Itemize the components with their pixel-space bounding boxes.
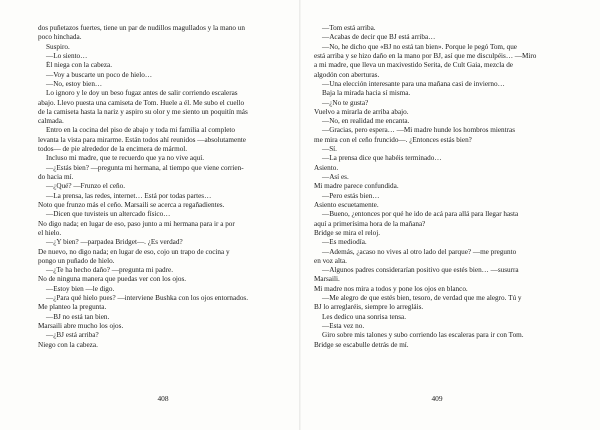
text-line: —Bueno, ¿entonces por qué he ido de acá para allá para llegar hasta [322,210,519,219]
text-line: el hielo. [38,228,62,237]
text-line: BJ lo arreglaréis, siempre lo arregláis. [314,303,424,312]
text-line: todos— de pie alrededor de la encimera de mármol. [38,145,188,154]
text-line: De nuevo, no digo nada; en lugar de eso, cojo un trapo de cocina y [38,247,230,256]
right-page [300,0,600,430]
text-line: No digo nada; en lugar de eso, paso junto a mi hermana para ir a por [38,219,235,228]
text-line: a mi madre, que lleva un maxivestido Serita, de Cult Gaia, mezcla de [314,61,513,70]
text-line: Incluso mi madre, que te recuerdo que ya no vive aquí. [46,154,205,163]
text-line: Baja la mirada hacia sí misma. [322,89,411,98]
text-line: pongo un puñado de hielo. [38,256,115,265]
text-line: Me planteo la pregunta. [38,303,107,312]
text-line: —Algunos padres considerarían positivo que estés bien… —susurra [322,266,519,275]
text-line: —¿No te gusta? [322,98,369,107]
text-line: —Me alegro de que estés bien, tesoro, de verdad que me alegro. Tú y [322,294,522,303]
text-line: —La prensa, las redes, internet… Está por todas partes… [46,191,212,200]
text-line: —Lo siento… [46,51,88,60]
text-line: —¿Qué? —Frunzo el ceño. [46,182,126,191]
text-line: Marsaili abre mucho los ojos. [38,322,124,330]
text-line: —¿Y bien? —parpadea Bridget—. ¿Es verdad? [46,238,183,247]
text-line: —No, he dicho que «BJ no está tan bien». Porque le pegó Tom, que [322,42,517,51]
text-line: —Es mediodía. [322,238,367,247]
text-line: Vuelvo a mirarla de arriba abajo. [314,107,409,116]
text-line: —Así es. [322,173,349,181]
text-line: —Voy a buscarte un poco de hielo… [46,70,153,79]
text-line: do hacia mí. [38,173,74,181]
text-line: —¿Estás bien? —pregunta mi hermana, al tiempo que viene corrien- [46,163,244,172]
text-line: me mira con el ceño fruncido—. ¿Entonces estás bien? [314,135,472,144]
text-line: Mi madre nos mira a todos y pone los ojos en blanco. [314,284,468,293]
text-line: Bridge se escabulle detrás de mí. [314,340,409,349]
text-line: —Tom está arriba. [322,24,376,32]
text-line: —BJ no está tan bien. [46,312,110,321]
text-line: —Además, ¿acaso no vives al otro lado del parque? —me pregunto [322,247,517,256]
text-line: aquí a primerísima hora de la mañana? [314,219,426,228]
text-line: de la camiseta hasta la nariz y aspiro su olor y me siento un poquitín más [38,107,248,116]
text-line: —La prensa dice que habéis terminado… [322,154,442,163]
text-line: —No, en realidad me encanta. [322,117,410,126]
text-line: algodón con aberturas. [314,70,380,79]
text-line: en voz alta. [314,256,347,265]
right-page-text [314,24,562,350]
text-line: está arriba y se hizo daño en la mano por BJ, así que me disculpéis… —Miro [314,51,537,60]
text-line: poco hinchada. [38,33,82,42]
text-line: Él niega con la cabeza. [46,61,113,70]
text-line: —Gracias, pero espera… —Mi madre hunde los hombros mientras [322,126,516,135]
text-line: —¿Te ha hecho daño? —pregunta mi padre. [46,266,174,275]
text-line: Bridge se mira el reloj. [314,228,381,237]
text-line: levanta la vista para mirarme. Están todos ahí reunidos —absolutamente [38,135,246,144]
page-number: 409 [431,394,443,403]
text-line: —Estoy bien —le digo. [46,284,115,293]
text-line: Lo ignoro y le doy un beso fugaz antes de salir corriendo escaleras [46,89,238,98]
text-line: Giro sobre mis talones y subo corriendo las escaleras para ir con Tom. [322,331,524,340]
text-line: Marsaili. [314,275,340,284]
text-line: Noto que frunzo más el ceño. Marsaili se acerca a regañadientes. [38,200,225,209]
text-line: —¿Para qué hielo pues? —interviene Bushka con los ojos entornados. [46,294,249,303]
text-line: No de ninguna manera que puedas ver con los ojos. [38,275,187,284]
text-line: Les dedico una sonrisa tensa. [322,312,407,321]
text-line: abajo. Llevo puesta una camiseta de Tom. Huele a él. Me subo el cuello [38,98,245,107]
text-line: Mi madre parece confundida. [314,182,399,191]
text-line: —Una elección interesante para una mañana casi de invierno… [322,79,505,88]
text-line: —¿BJ está arriba? [46,331,99,340]
text-line: —Esta vez no. [322,322,365,330]
text-line: Asiento. [314,163,339,172]
left-page-text [38,24,286,350]
text-line: —Sí. [322,145,337,154]
text-line: —No, estoy bien… [46,79,103,88]
text-line: calmada. [38,117,64,126]
text-line: Suspiro. [46,42,70,51]
text-line: —Pero estás bien… [322,191,380,200]
text-line: —Dicen que tuvisteis un altercado físico… [46,210,171,219]
text-line: Niego con la cabeza. [38,340,98,349]
text-line: dos puñetazos fuertes, tiene un par de nudillos magullados y la mano un [38,24,245,32]
text-line: —Acabas de decir que BJ está arriba… [322,33,436,42]
page-number: 408 [157,394,169,403]
text-line: Asiento escuetamente. [314,200,379,209]
text-line: Entro en la cocina del piso de abajo y toda mi familia al completo [46,126,236,135]
